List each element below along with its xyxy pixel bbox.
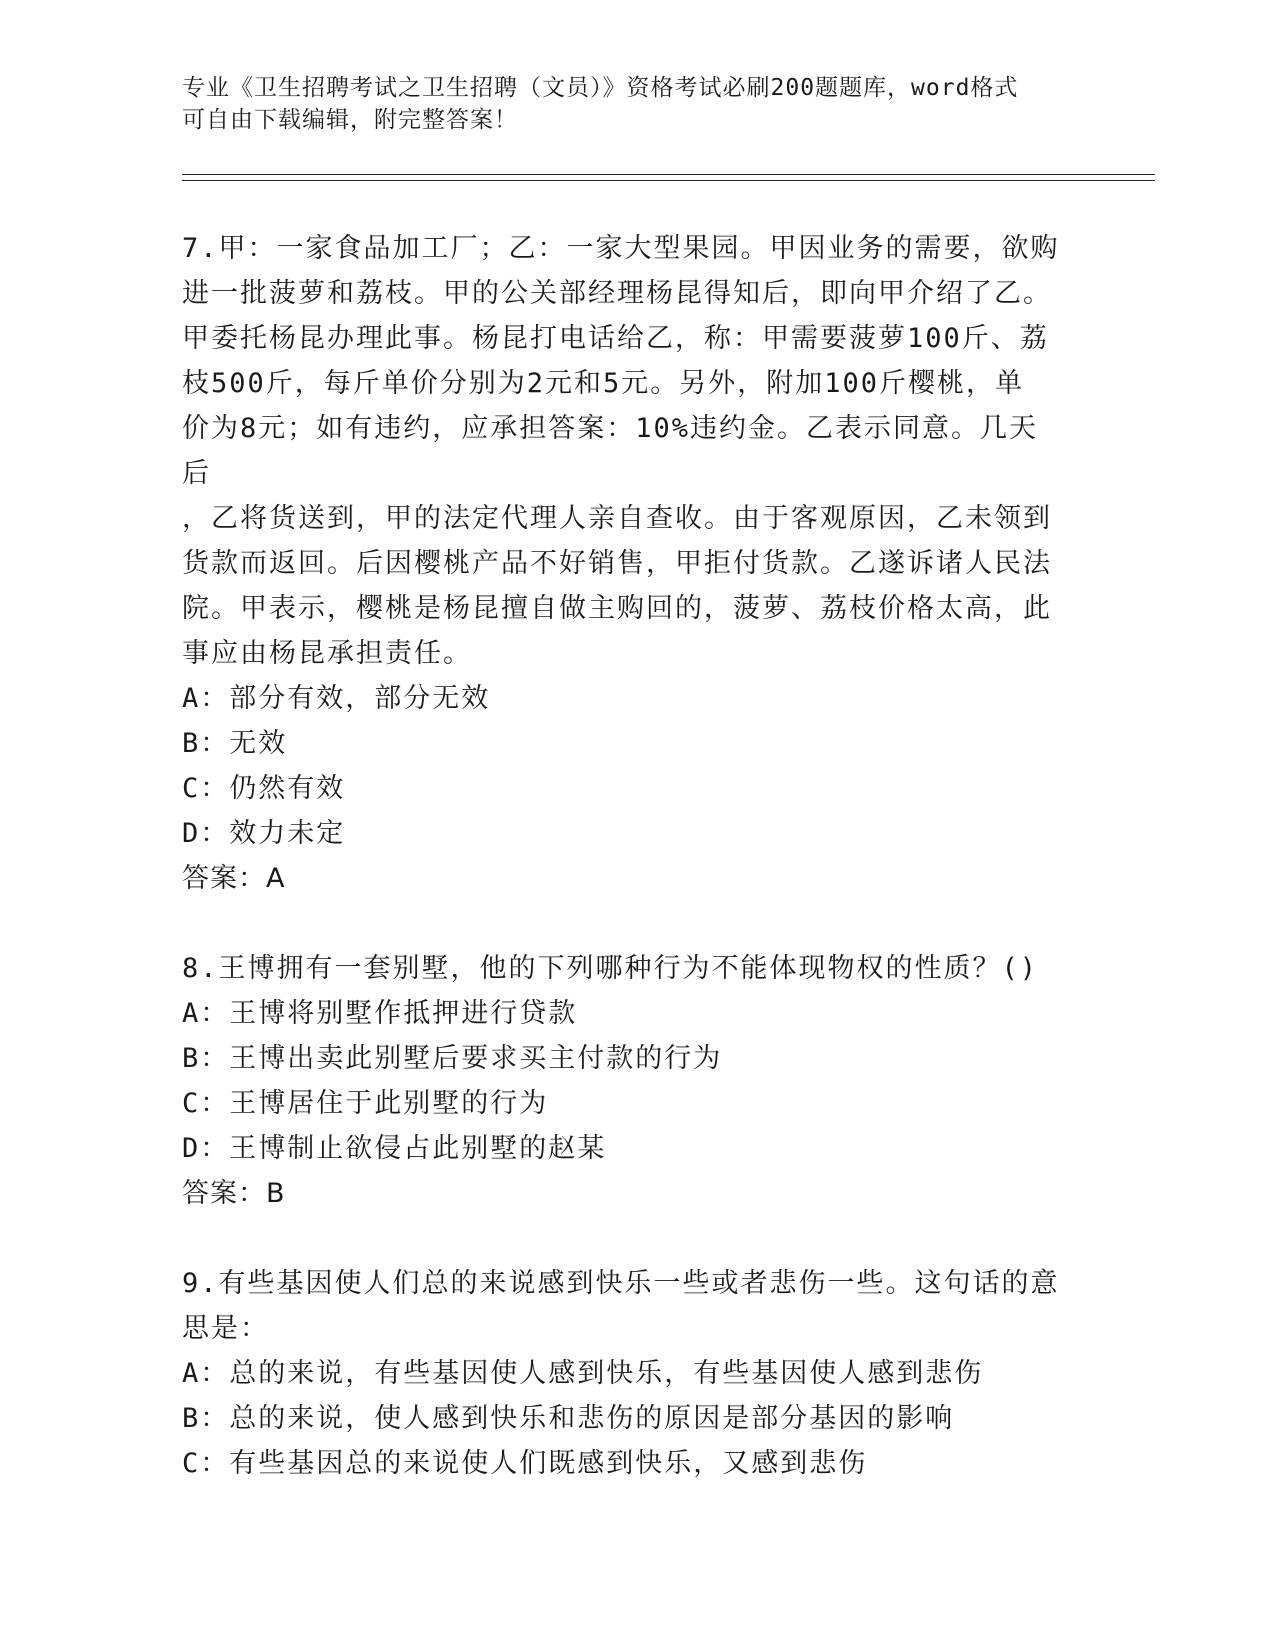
question-stem [182,1261,1062,1351]
option-d: D：效力未定 [182,818,346,849]
option-c: C：王博居住于此别墅的行为 [182,1088,549,1119]
option-c: C：有些基因总的来说使人们既感到快乐，又感到悲伤 [182,1448,868,1479]
stem-line: 院。甲表示，樱桃是杨昆擅自做主购回的，菠萝、荔枝价格太高，此 [182,593,1052,624]
stem-line: 思是： [182,1313,269,1344]
question-spacer [182,901,1062,946]
stem-line: ，乙将货送到，甲的法定代理人亲自查收。由于客观原因，乙未领到 [182,503,1052,534]
answer-line: 答案：B [182,1178,286,1209]
option-a: A：王博将别墅作抵押进行贷款 [182,998,578,1029]
question-list [182,226,1062,1486]
stem-line: 进一批菠萝和荔枝。甲的公关部经理杨昆得知后，即向甲介绍了乙。 [182,278,1052,309]
option-d: D：王博制止欲侵占此别墅的赵某 [182,1133,607,1164]
stem-line: 7.甲：一家食品加工厂；乙：一家大型果园。甲因业务的需要，欲购 [182,233,1060,264]
option-a: A：总的来说，有些基因使人感到快乐，有些基因使人感到悲伤 [182,1358,984,1389]
question-9 [182,1261,1062,1486]
stem-line: 事应由杨昆承担责任。 [182,638,472,669]
stem-line: 货款而返回。后因樱桃产品不好销售，甲拒付货款。乙遂诉诸人民法 [182,548,1052,579]
option-b: B：总的来说，使人感到快乐和悲伤的原因是部分基因的影响 [182,1403,955,1434]
stem-line: 价为8元；如有违约，应承担答案：10%违约金。乙表示同意。几天后 [182,413,1039,489]
stem-line: 枝500斤，每斤单价分别为2元和5元。另外，附加100斤樱桃，单 [182,368,1025,399]
stem-line: 9.有些基因使人们总的来说感到快乐一些或者悲伤一些。这句话的意 [182,1268,1060,1299]
option-b: B：王博出卖此别墅后要求买主付款的行为 [182,1043,723,1074]
stem-line: 8.王博拥有一套别墅，他的下列哪种行为不能体现物权的性质？() [182,953,1039,984]
option-c: C：仍然有效 [182,773,346,804]
question-stem [182,226,1062,676]
header-divider-top [182,174,1155,175]
question-stem [182,946,1062,991]
header-title-line-2: 可自由下载编辑，附完整答案！ [182,107,518,133]
option-b: B：无效 [182,728,288,759]
stem-line: 甲委托杨昆办理此事。杨昆打电话给乙，称：甲需要菠萝100斤、荔 [182,323,1049,354]
document-header [182,72,1062,136]
question-spacer [182,1216,1062,1261]
question-8 [182,946,1062,1216]
option-a: A：部分有效，部分无效 [182,683,491,714]
header-divider-bottom [182,180,1155,181]
question-7 [182,226,1062,901]
answer-line: 答案：A [182,863,286,894]
header-title-line-1: 专业《卫生招聘考试之卫生招聘（文员）》资格考试必刷200题题库，word格式 [182,75,1019,101]
